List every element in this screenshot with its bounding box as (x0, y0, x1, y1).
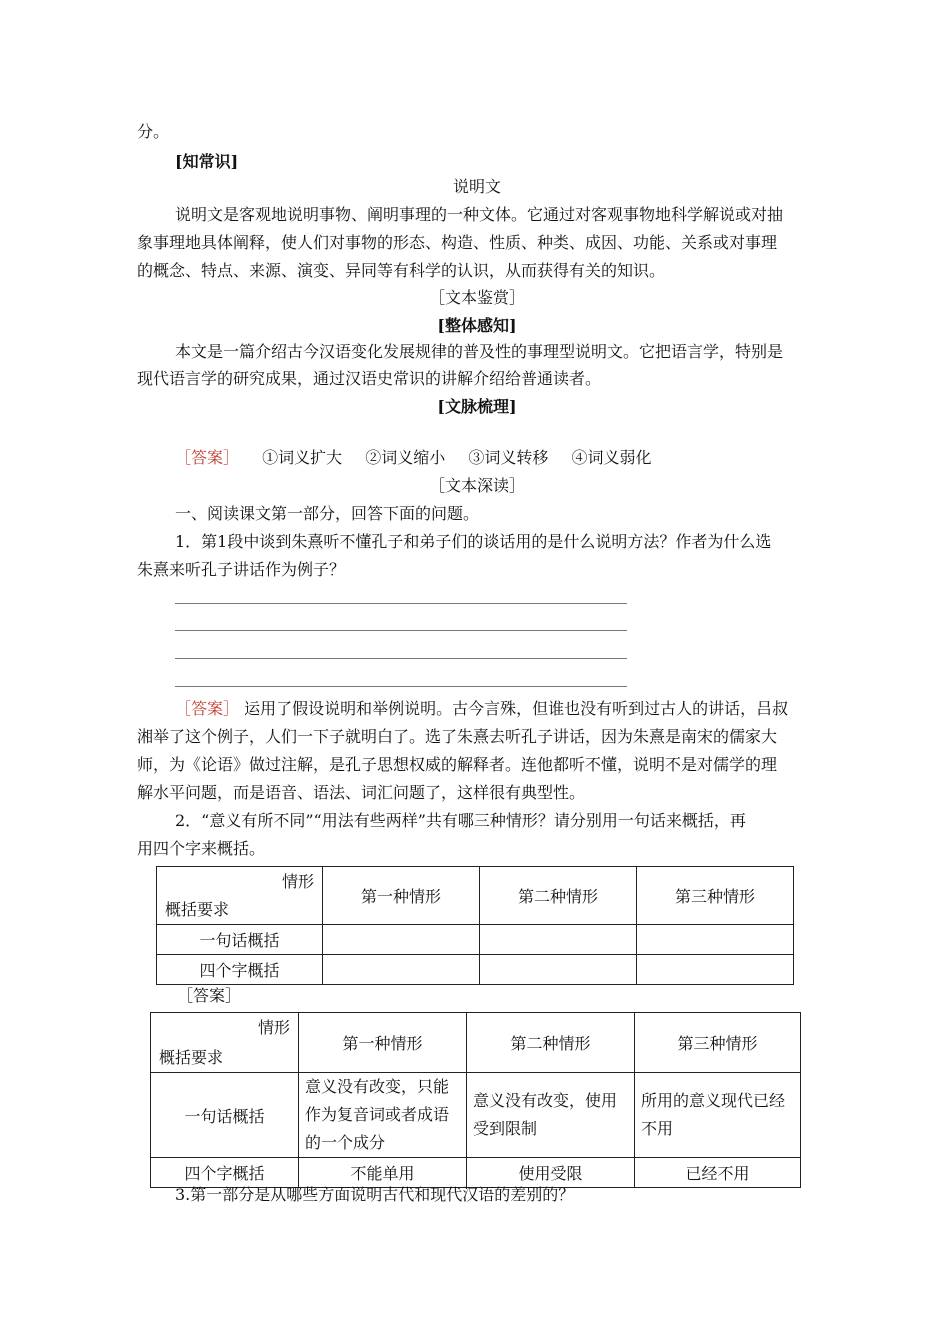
answer-item: ④词义弱化 (571, 448, 652, 467)
paragraph-line: 象事理地具体阐释，使人们对事物的形态、构造、性质、种类、成因、功能、关系或对事理 (137, 233, 778, 252)
paragraph-line: 本文是一篇介绍古今汉语变化发展规律的普及性的事理型说明文。它把语言学，特别是 (175, 342, 784, 361)
answer-text: 运用了假设说明和举例说明。古今言殊，但谁也没有听到过古人的讲话，吕叔 (244, 699, 789, 718)
column-header: 第三种情形 (635, 1013, 801, 1073)
corner-bottom-label: 概括要求 (165, 900, 230, 919)
answer-tag-plain: ［答案］ (177, 986, 242, 1005)
answer-blank-line (175, 686, 627, 687)
answer-blank-line (175, 658, 627, 659)
blank-cell[interactable] (323, 925, 480, 955)
section-heading-jianshang: ［文本鉴赏］ (428, 288, 525, 307)
blank-cell[interactable] (480, 925, 637, 955)
subheading-shuomingwen: 说明文 (452, 177, 501, 196)
question-line: 朱熹来听孔子讲话作为例子？ (137, 560, 346, 579)
paragraph-line: 现代语言学的研究成果，通过汉语史常识的讲解介绍给普通读者。 (137, 369, 602, 388)
answer-blank-line (175, 630, 627, 631)
answer-line (175, 443, 855, 473)
section-heading-zhichangshi: [知常识] (175, 152, 239, 171)
answer-cell: 意义没有改变，使用受到限制 (467, 1073, 635, 1158)
column-header: 第一种情形 (299, 1013, 467, 1073)
answer-item: ②词义缩小 (365, 448, 446, 467)
column-header: 第二种情形 (480, 867, 637, 925)
section-heading-zhengti: [整体感知] (437, 316, 517, 335)
column-header: 第三种情形 (637, 867, 794, 925)
paragraph-line: 说明文是客观地说明事物、阐明事理的一种文体。它通过对客观事物地科学解说或对抽 (175, 205, 784, 224)
answer-tag: ［答案］ (175, 699, 240, 718)
corner-bottom-label: 概括要求 (159, 1048, 224, 1067)
answer-paragraph-line: 解水平问题，而是语音、语法、词汇问题了，这样很有典型性。 (137, 783, 586, 802)
answer-paragraph-line (175, 694, 855, 724)
empty-answer-table (156, 866, 794, 985)
blank-cell[interactable] (323, 955, 480, 985)
answer-cell: 使用受限 (467, 1158, 635, 1188)
answer-tag: ［答案］ (175, 448, 240, 467)
part-intro: 一、阅读课文第一部分，回答下面的问题。 (175, 504, 480, 523)
paragraph-line: 的概念、特点、来源、演变、异同等有科学的认识，从而获得有关的知识。 (137, 261, 666, 280)
answer-paragraph-line: 湘举了这个例子，人们一下子就明白了。选了朱熹去听孔子讲话，因为朱熹是南宋的儒家大 (137, 727, 778, 746)
answer-cell: 所用的意义现代已经不用 (635, 1073, 801, 1158)
answer-cell: 不能单用 (299, 1158, 467, 1188)
blank-cell[interactable] (480, 955, 637, 985)
paragraph-fragment: 分。 (137, 122, 170, 141)
column-header: 第二种情形 (467, 1013, 635, 1073)
answer-item: ①词义扩大 (262, 448, 343, 467)
corner-top-label: 情形 (281, 872, 314, 891)
column-header: 第一种情形 (323, 867, 480, 925)
answer-item: ③词义转移 (468, 448, 549, 467)
answer-paragraph-line: 师，为《论语》做过注解，是孔子思想权威的解释者。连他都听不懂，说明不是对儒学的理 (137, 755, 778, 774)
question-line: 3.第一部分是从哪些方面说明古代和现代汉语的差别的？ (175, 1185, 575, 1204)
answer-blank-line (175, 603, 627, 604)
section-heading-wenmai: [文脉梳理] (437, 397, 517, 416)
question-line: 用四个字来概括。 (137, 839, 266, 858)
blank-cell[interactable] (637, 925, 794, 955)
table-corner-cell (151, 1013, 299, 1073)
row-header: 一句话概括 (151, 1073, 299, 1158)
table-corner-cell (157, 867, 323, 925)
question-line: 1．第1段中谈到朱熹听不懂孔子和弟子们的谈话用的是什么说明方法？作者为什么选 (175, 532, 772, 551)
row-header: 四个字概括 (157, 955, 323, 985)
answer-cell: 已经不用 (635, 1158, 801, 1188)
row-header: 一句话概括 (157, 925, 323, 955)
section-heading-shendu: ［文本深读］ (428, 476, 525, 495)
corner-top-label: 情形 (257, 1018, 290, 1037)
row-header: 四个字概括 (151, 1158, 299, 1188)
blank-cell[interactable] (637, 955, 794, 985)
question-line: 2．“意义有所不同”“用法有些两样”共有哪三种情形？请分别用一句话来概括，再 (175, 811, 746, 830)
answer-cell: 意义没有改变，只能作为复音词或者成语的一个成分 (299, 1073, 467, 1158)
answer-table (150, 1012, 801, 1188)
